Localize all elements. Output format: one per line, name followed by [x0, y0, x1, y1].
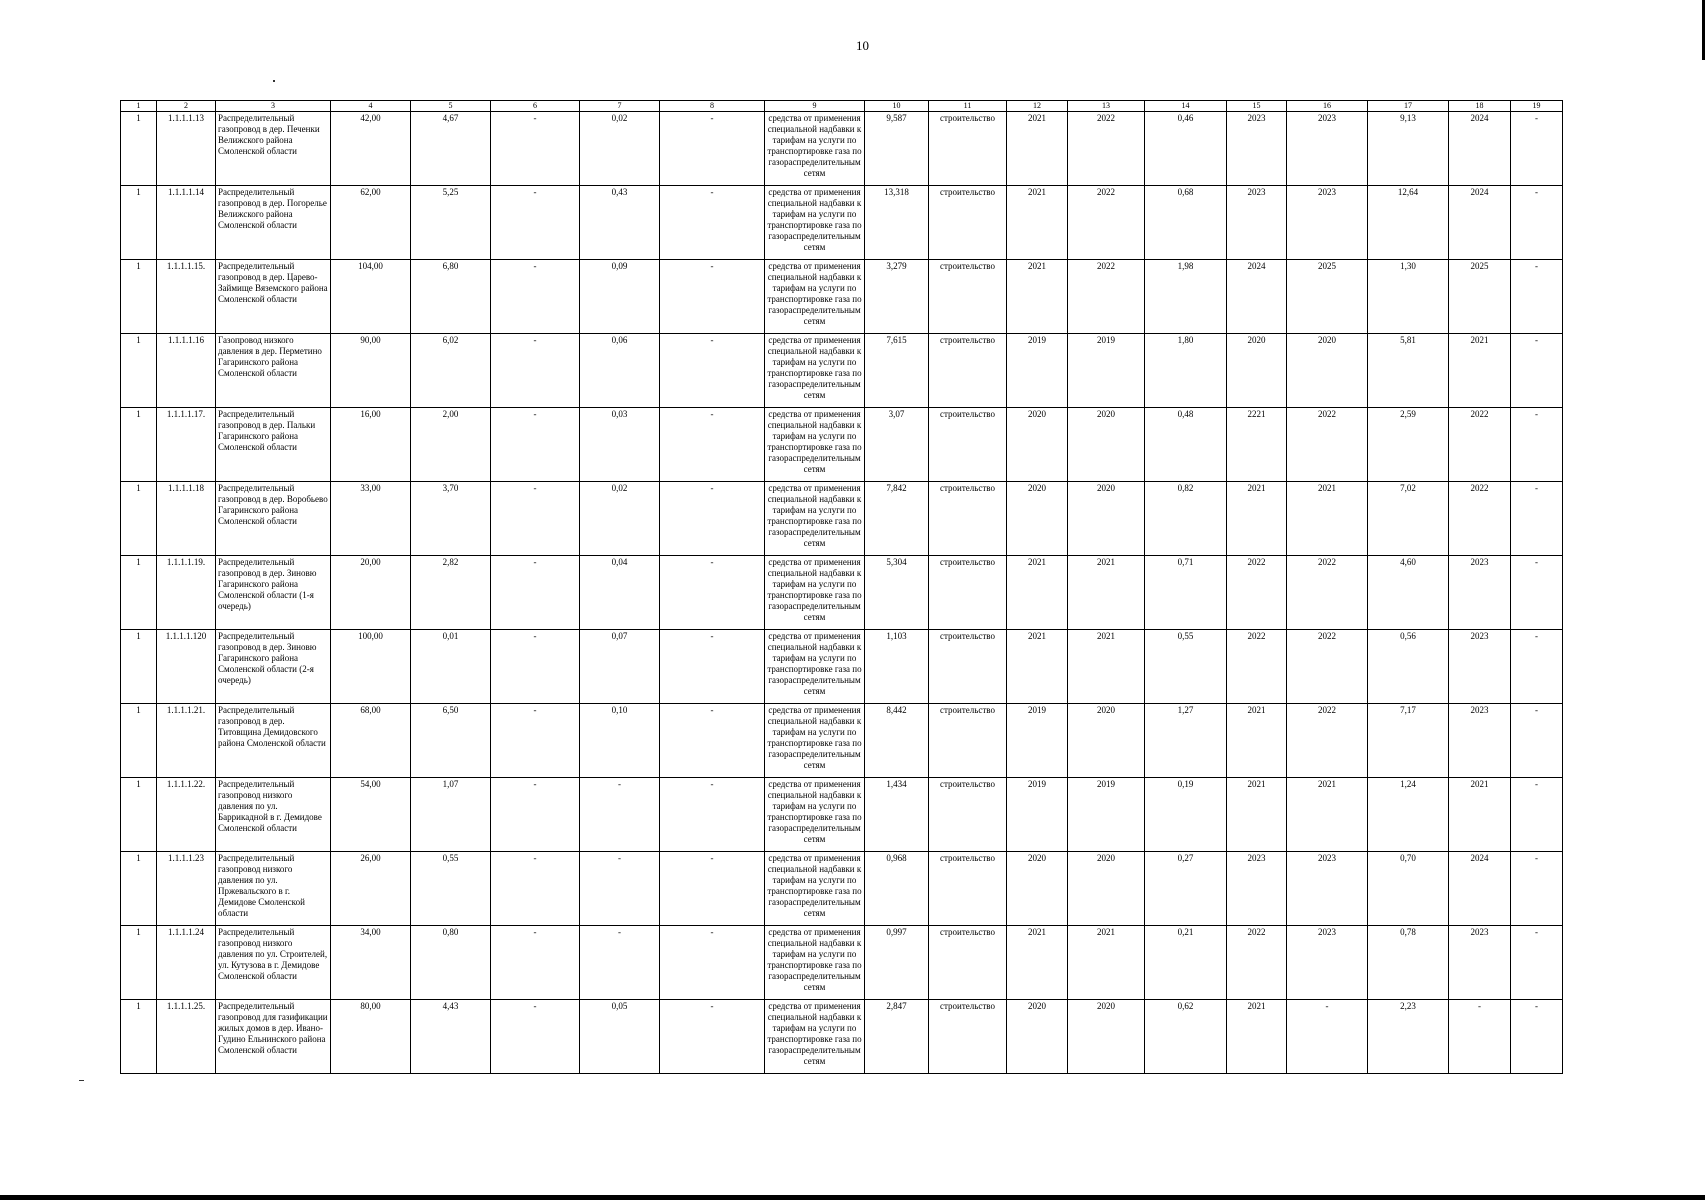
cell-work-type: строительство	[929, 630, 1007, 704]
cell-object-name: Распределительный газопровод в дер. Пальки Гагаринского района Смоленской области	[216, 408, 331, 482]
cell-capacity: 0,01	[411, 630, 491, 704]
cell-col-16: 2023	[1287, 186, 1368, 260]
cell-col-8: -	[660, 186, 765, 260]
cell-section-number: 1	[121, 556, 157, 630]
cell-end-year: 2020	[1068, 852, 1145, 926]
cell-col-14: 1,27	[1145, 704, 1227, 778]
table-row	[121, 408, 1563, 482]
cell-capacity: 5,25	[411, 186, 491, 260]
cell-col-16: 2022	[1287, 704, 1368, 778]
cell-col-19: -	[1511, 852, 1563, 926]
cell-item-code: 1.1.1.1.18	[157, 482, 216, 556]
cell-start-year: 2019	[1007, 704, 1068, 778]
cell-col-17: 5,81	[1368, 334, 1449, 408]
cell-work-type: строительство	[929, 852, 1007, 926]
cell-funding-source: средства от применения специальной надбавки к тарифам на услуги по транспортировке газа по газораспределительным сетям	[765, 630, 865, 704]
cell-length-km: 62,00	[331, 186, 411, 260]
table-row	[121, 926, 1563, 1000]
cell-col-19: -	[1511, 260, 1563, 334]
column-header-17: 17	[1368, 101, 1449, 112]
cell-start-year: 2021	[1007, 186, 1068, 260]
cell-object-name: Распределительный газопровод в дер. Зиновю Гагаринского района Смоленской области (2-я очередь)	[216, 630, 331, 704]
table-row	[121, 482, 1563, 556]
cell-section-number: 1	[121, 926, 157, 1000]
cell-col-6: -	[491, 482, 580, 556]
cell-cost: 3,07	[865, 408, 929, 482]
cell-end-year: 2021	[1068, 926, 1145, 1000]
cell-work-type: строительство	[929, 704, 1007, 778]
cell-col-17: 1,30	[1368, 260, 1449, 334]
cell-col-18: 2024	[1449, 852, 1511, 926]
table-row	[121, 630, 1563, 704]
table-row	[121, 112, 1563, 186]
cell-col-7: 0,05	[580, 1000, 660, 1074]
column-header-7: 7	[580, 101, 660, 112]
cell-col-14: 0,55	[1145, 630, 1227, 704]
cell-item-code: 1.1.1.1.16	[157, 334, 216, 408]
cell-col-6: -	[491, 112, 580, 186]
cell-col-14: 0,46	[1145, 112, 1227, 186]
cell-col-7: 0,02	[580, 112, 660, 186]
cell-col-15: 2023	[1227, 186, 1287, 260]
cell-col-19: -	[1511, 704, 1563, 778]
cell-col-14: 0,27	[1145, 852, 1227, 926]
page-number: 10	[856, 38, 869, 53]
cell-capacity: 1,07	[411, 778, 491, 852]
cell-start-year: 2019	[1007, 334, 1068, 408]
cell-col-8: -	[660, 704, 765, 778]
cell-col-19: -	[1511, 1000, 1563, 1074]
cell-col-17: 0,70	[1368, 852, 1449, 926]
cell-work-type: строительство	[929, 482, 1007, 556]
cell-col-16: 2025	[1287, 260, 1368, 334]
table-row	[121, 556, 1563, 630]
cell-col-19: -	[1511, 556, 1563, 630]
cell-col-7: 0,07	[580, 630, 660, 704]
cell-col-7: 0,43	[580, 186, 660, 260]
cell-col-15: 2221	[1227, 408, 1287, 482]
cell-item-code: 1.1.1.1.15.	[157, 260, 216, 334]
cell-col-17: 4,60	[1368, 556, 1449, 630]
cell-col-17: 12,64	[1368, 186, 1449, 260]
cell-item-code: 1.1.1.1.19.	[157, 556, 216, 630]
cell-col-19: -	[1511, 186, 1563, 260]
cell-col-6: -	[491, 1000, 580, 1074]
cell-col-18: 2022	[1449, 408, 1511, 482]
cell-object-name: Распределительный газопровод в дер. Воробьево Гагаринского района Смоленской области	[216, 482, 331, 556]
cell-cost: 7,842	[865, 482, 929, 556]
cell-object-name: Распределительный газопровод для газификации жилых домов в дер. Ивано-Гудино Ельнинского района Смоленской области	[216, 1000, 331, 1074]
investment-table-container	[120, 100, 1563, 1074]
cell-start-year: 2020	[1007, 852, 1068, 926]
column-header-6: 6	[491, 101, 580, 112]
cell-col-17: 7,02	[1368, 482, 1449, 556]
cell-funding-source: средства от применения специальной надбавки к тарифам на услуги по транспортировке газа по газораспределительным сетям	[765, 556, 865, 630]
column-header-9: 9	[765, 101, 865, 112]
cell-col-8: -	[660, 926, 765, 1000]
cell-col-18: 2023	[1449, 926, 1511, 1000]
cell-capacity: 2,82	[411, 556, 491, 630]
cell-col-8: -	[660, 260, 765, 334]
cell-col-18: 2025	[1449, 260, 1511, 334]
cell-col-19: -	[1511, 778, 1563, 852]
cell-length-km: 42,00	[331, 112, 411, 186]
cell-col-8: -	[660, 1000, 765, 1074]
cell-start-year: 2021	[1007, 926, 1068, 1000]
cell-col-16: 2022	[1287, 556, 1368, 630]
cell-funding-source: средства от применения специальной надбавки к тарифам на услуги по транспортировке газа по газораспределительным сетям	[765, 778, 865, 852]
cell-cost: 9,587	[865, 112, 929, 186]
cell-col-7: -	[580, 852, 660, 926]
cell-col-19: -	[1511, 630, 1563, 704]
cell-length-km: 54,00	[331, 778, 411, 852]
cell-item-code: 1.1.1.1.25.	[157, 1000, 216, 1074]
cell-length-km: 68,00	[331, 704, 411, 778]
column-header-12: 12	[1007, 101, 1068, 112]
cell-object-name: Газопровод низкого давления в дер. Перметино Гагаринского района Смоленской области	[216, 334, 331, 408]
cell-col-18: 2023	[1449, 704, 1511, 778]
column-header-15: 15	[1227, 101, 1287, 112]
cell-cost: 3,279	[865, 260, 929, 334]
cell-section-number: 1	[121, 408, 157, 482]
cell-col-18: 2024	[1449, 186, 1511, 260]
cell-start-year: 2019	[1007, 778, 1068, 852]
cell-item-code: 1.1.1.1.120	[157, 630, 216, 704]
header-row	[121, 101, 1563, 112]
cell-funding-source: средства от применения специальной надбавки к тарифам на услуги по транспортировке газа по газораспределительным сетям	[765, 926, 865, 1000]
table-row	[121, 334, 1563, 408]
column-header-18: 18	[1449, 101, 1511, 112]
cell-end-year: 2020	[1068, 704, 1145, 778]
column-header-19: 19	[1511, 101, 1563, 112]
column-header-5: 5	[411, 101, 491, 112]
cell-funding-source: средства от применения специальной надбавки к тарифам на услуги по транспортировке газа по газораспределительным сетям	[765, 408, 865, 482]
cell-col-8: -	[660, 852, 765, 926]
cell-col-8: -	[660, 408, 765, 482]
cell-col-16: 2023	[1287, 926, 1368, 1000]
cell-funding-source: средства от применения специальной надбавки к тарифам на услуги по транспортировке газа по газораспределительным сетям	[765, 260, 865, 334]
column-header-8: 8	[660, 101, 765, 112]
cell-work-type: строительство	[929, 926, 1007, 1000]
table-row	[121, 260, 1563, 334]
cell-col-19: -	[1511, 482, 1563, 556]
cell-col-8: -	[660, 112, 765, 186]
table-row	[121, 778, 1563, 852]
cell-item-code: 1.1.1.1.24	[157, 926, 216, 1000]
cell-object-name: Распределительный газопровод в дер. Печенки Велижского района Смоленской области	[216, 112, 331, 186]
cell-funding-source: средства от применения специальной надбавки к тарифам на услуги по транспортировке газа по газораспределительным сетям	[765, 334, 865, 408]
cell-col-7: 0,02	[580, 482, 660, 556]
cell-start-year: 2020	[1007, 1000, 1068, 1074]
cell-cost: 8,442	[865, 704, 929, 778]
cell-cost: 2,847	[865, 1000, 929, 1074]
cell-capacity: 0,55	[411, 852, 491, 926]
cell-funding-source: средства от применения специальной надбавки к тарифам на услуги по транспортировке газа по газораспределительным сетям	[765, 852, 865, 926]
cell-col-15: 2023	[1227, 112, 1287, 186]
cell-end-year: 2022	[1068, 112, 1145, 186]
cell-col-18: 2023	[1449, 556, 1511, 630]
cell-cost: 5,304	[865, 556, 929, 630]
table-body	[121, 112, 1563, 1074]
cell-col-14: 0,71	[1145, 556, 1227, 630]
cell-object-name: Распределительный газопровод в дер. Погорелье Велижского района Смоленской области	[216, 186, 331, 260]
cell-cost: 0,997	[865, 926, 929, 1000]
cell-work-type: строительство	[929, 1000, 1007, 1074]
cell-item-code: 1.1.1.1.17.	[157, 408, 216, 482]
cell-col-17: 0,56	[1368, 630, 1449, 704]
cell-col-15: 2021	[1227, 1000, 1287, 1074]
cell-item-code: 1.1.1.1.23	[157, 852, 216, 926]
cell-col-16: 2023	[1287, 852, 1368, 926]
table-row	[121, 704, 1563, 778]
cell-length-km: 16,00	[331, 408, 411, 482]
cell-col-14: 0,62	[1145, 1000, 1227, 1074]
cell-cost: 7,615	[865, 334, 929, 408]
cell-col-8: -	[660, 630, 765, 704]
cell-col-19: -	[1511, 112, 1563, 186]
cell-item-code: 1.1.1.1.22.	[157, 778, 216, 852]
cell-col-7: 0,06	[580, 334, 660, 408]
cell-start-year: 2021	[1007, 260, 1068, 334]
cell-col-6: -	[491, 186, 580, 260]
cell-item-code: 1.1.1.1.13	[157, 112, 216, 186]
cell-cost: 0,968	[865, 852, 929, 926]
table-row	[121, 186, 1563, 260]
cell-capacity: 2,00	[411, 408, 491, 482]
cell-capacity: 6,80	[411, 260, 491, 334]
cell-col-7: -	[580, 778, 660, 852]
cell-length-km: 20,00	[331, 556, 411, 630]
cell-start-year: 2020	[1007, 408, 1068, 482]
cell-end-year: 2020	[1068, 408, 1145, 482]
cell-col-19: -	[1511, 408, 1563, 482]
cell-col-16: 2023	[1287, 112, 1368, 186]
cell-col-14: 0,21	[1145, 926, 1227, 1000]
cell-col-14: 1,80	[1145, 334, 1227, 408]
cell-col-8: -	[660, 482, 765, 556]
cell-end-year: 2020	[1068, 1000, 1145, 1074]
scan-speck	[273, 80, 275, 82]
cell-col-16: 2022	[1287, 630, 1368, 704]
cell-work-type: строительство	[929, 408, 1007, 482]
cell-start-year: 2020	[1007, 482, 1068, 556]
cell-col-6: -	[491, 334, 580, 408]
cell-col-7: 0,09	[580, 260, 660, 334]
cell-section-number: 1	[121, 852, 157, 926]
cell-funding-source: средства от применения специальной надбавки к тарифам на услуги по транспортировке газа по газораспределительным сетям	[765, 112, 865, 186]
cell-col-6: -	[491, 926, 580, 1000]
cell-cost: 1,434	[865, 778, 929, 852]
table-row	[121, 1000, 1563, 1074]
cell-work-type: строительство	[929, 778, 1007, 852]
cell-col-18: 2023	[1449, 630, 1511, 704]
cell-col-6: -	[491, 408, 580, 482]
cell-col-17: 2,23	[1368, 1000, 1449, 1074]
cell-col-16: 2021	[1287, 778, 1368, 852]
cell-col-15: 2022	[1227, 630, 1287, 704]
column-header-13: 13	[1068, 101, 1145, 112]
cell-cost: 1,103	[865, 630, 929, 704]
cell-col-17: 2,59	[1368, 408, 1449, 482]
cell-funding-source: средства от применения специальной надбавки к тарифам на услуги по транспортировке газа по газораспределительным сетям	[765, 1000, 865, 1074]
cell-end-year: 2021	[1068, 630, 1145, 704]
cell-end-year: 2022	[1068, 186, 1145, 260]
cell-object-name: Распределительный газопровод низкого давления по ул. Строителей, ул. Кутузова в г. Демидове Смоленской области	[216, 926, 331, 1000]
cell-col-18: 2021	[1449, 778, 1511, 852]
investment-table	[120, 100, 1563, 1074]
cell-col-16: -	[1287, 1000, 1368, 1074]
cell-item-code: 1.1.1.1.21.	[157, 704, 216, 778]
cell-work-type: строительство	[929, 334, 1007, 408]
cell-col-14: 0,82	[1145, 482, 1227, 556]
cell-col-15: 2021	[1227, 778, 1287, 852]
cell-col-16: 2022	[1287, 408, 1368, 482]
cell-end-year: 2020	[1068, 482, 1145, 556]
cell-object-name: Распределительный газопровод низкого давления по ул. Пржевальского в г. Демидове Смоленской области	[216, 852, 331, 926]
cell-col-14: 0,68	[1145, 186, 1227, 260]
cell-col-6: -	[491, 556, 580, 630]
cell-col-17: 9,13	[1368, 112, 1449, 186]
cell-capacity: 6,02	[411, 334, 491, 408]
column-header-4: 4	[331, 101, 411, 112]
cell-col-8: -	[660, 556, 765, 630]
cell-col-19: -	[1511, 334, 1563, 408]
cell-start-year: 2021	[1007, 556, 1068, 630]
cell-section-number: 1	[121, 630, 157, 704]
cell-col-6: -	[491, 630, 580, 704]
cell-capacity: 6,50	[411, 704, 491, 778]
cell-capacity: 0,80	[411, 926, 491, 1000]
cell-start-year: 2021	[1007, 112, 1068, 186]
cell-col-6: -	[491, 260, 580, 334]
cell-capacity: 4,67	[411, 112, 491, 186]
cell-section-number: 1	[121, 1000, 157, 1074]
cell-object-name: Распределительный газопровод в дер. Титовщина Демидовского района Смоленской области	[216, 704, 331, 778]
cell-length-km: 100,00	[331, 630, 411, 704]
cell-work-type: строительство	[929, 260, 1007, 334]
cell-section-number: 1	[121, 260, 157, 334]
cell-start-year: 2021	[1007, 630, 1068, 704]
cell-col-18: 2022	[1449, 482, 1511, 556]
column-header-1: 1	[121, 101, 157, 112]
cell-capacity: 4,43	[411, 1000, 491, 1074]
cell-end-year: 2019	[1068, 334, 1145, 408]
cell-length-km: 33,00	[331, 482, 411, 556]
column-header-16: 16	[1287, 101, 1368, 112]
cell-object-name: Распределительный газопровод низкого давления по ул. Баррикадной в г. Демидове Смоленской области	[216, 778, 331, 852]
cell-col-17: 1,24	[1368, 778, 1449, 852]
cell-length-km: 80,00	[331, 1000, 411, 1074]
cell-section-number: 1	[121, 778, 157, 852]
cell-length-km: 34,00	[331, 926, 411, 1000]
cell-col-15: 2020	[1227, 334, 1287, 408]
scan-speck	[79, 1080, 84, 1081]
cell-col-15: 2022	[1227, 556, 1287, 630]
cell-length-km: 104,00	[331, 260, 411, 334]
cell-col-14: 0,48	[1145, 408, 1227, 482]
cell-col-6: -	[491, 704, 580, 778]
column-header-11: 11	[929, 101, 1007, 112]
cell-col-15: 2024	[1227, 260, 1287, 334]
cell-col-7: 0,03	[580, 408, 660, 482]
cell-col-6: -	[491, 778, 580, 852]
cell-col-16: 2020	[1287, 334, 1368, 408]
cell-funding-source: средства от применения специальной надбавки к тарифам на услуги по транспортировке газа по газораспределительным сетям	[765, 704, 865, 778]
cell-section-number: 1	[121, 112, 157, 186]
cell-work-type: строительство	[929, 186, 1007, 260]
cell-col-14: 1,98	[1145, 260, 1227, 334]
cell-work-type: строительство	[929, 556, 1007, 630]
cell-col-7: 0,10	[580, 704, 660, 778]
scan-bottom-border	[0, 1195, 1705, 1200]
cell-funding-source: средства от применения специальной надбавки к тарифам на услуги по транспортировке газа по газораспределительным сетям	[765, 482, 865, 556]
cell-col-6: -	[491, 852, 580, 926]
cell-cost: 13,318	[865, 186, 929, 260]
cell-col-15: 2021	[1227, 704, 1287, 778]
cell-col-7: 0,04	[580, 556, 660, 630]
cell-end-year: 2019	[1068, 778, 1145, 852]
cell-section-number: 1	[121, 482, 157, 556]
cell-section-number: 1	[121, 704, 157, 778]
column-header-10: 10	[865, 101, 929, 112]
cell-length-km: 26,00	[331, 852, 411, 926]
cell-object-name: Распределительный газопровод в дер. Царево-Займище Вяземского района Смоленской области	[216, 260, 331, 334]
cell-capacity: 3,70	[411, 482, 491, 556]
cell-col-7: -	[580, 926, 660, 1000]
cell-col-8: -	[660, 334, 765, 408]
cell-col-18: -	[1449, 1000, 1511, 1074]
column-header-14: 14	[1145, 101, 1227, 112]
cell-col-18: 2021	[1449, 334, 1511, 408]
cell-end-year: 2022	[1068, 260, 1145, 334]
column-header-3: 3	[216, 101, 331, 112]
cell-item-code: 1.1.1.1.14	[157, 186, 216, 260]
cell-funding-source: средства от применения специальной надбавки к тарифам на услуги по транспортировке газа по газораспределительным сетям	[765, 186, 865, 260]
cell-col-14: 0,19	[1145, 778, 1227, 852]
cell-work-type: строительство	[929, 112, 1007, 186]
cell-col-15: 2021	[1227, 482, 1287, 556]
cell-col-18: 2024	[1449, 112, 1511, 186]
cell-col-19: -	[1511, 926, 1563, 1000]
cell-col-17: 7,17	[1368, 704, 1449, 778]
cell-col-15: 2022	[1227, 926, 1287, 1000]
cell-end-year: 2021	[1068, 556, 1145, 630]
table-row	[121, 852, 1563, 926]
cell-col-17: 0,78	[1368, 926, 1449, 1000]
cell-section-number: 1	[121, 186, 157, 260]
column-header-2: 2	[157, 101, 216, 112]
cell-object-name: Распределительный газопровод в дер. Зиновю Гагаринского района Смоленской области (1-я очередь)	[216, 556, 331, 630]
cell-section-number: 1	[121, 334, 157, 408]
cell-length-km: 90,00	[331, 334, 411, 408]
cell-col-8: -	[660, 778, 765, 852]
cell-col-15: 2023	[1227, 852, 1287, 926]
cell-col-16: 2021	[1287, 482, 1368, 556]
